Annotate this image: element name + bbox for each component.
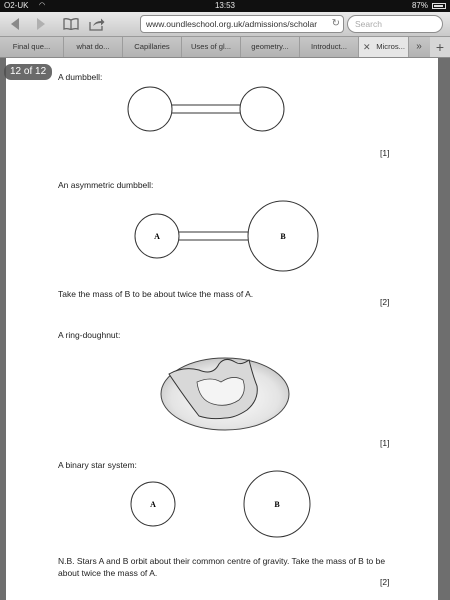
browser-toolbar <box>0 12 450 37</box>
tab-what-do[interactable]: what do... <box>64 37 123 57</box>
status-bar <box>0 0 450 12</box>
clock: 13:53 <box>214 1 236 10</box>
question-binary-star: A binary star system: <box>58 460 137 470</box>
tab-micros-label: Micros... <box>376 42 405 51</box>
note-centre-of-gravity-1: N.B. Stars A and B orbit about their common centre of gravity. Take the mass of B to be <box>58 556 386 566</box>
share-icon[interactable] <box>86 14 108 34</box>
marks-q1: [1] <box>380 148 390 158</box>
tab-introduct[interactable]: Introduct... <box>300 37 359 57</box>
battery-percent: 87% <box>411 1 428 10</box>
wifi-icon: ◠ <box>39 2 46 9</box>
tab-geometry[interactable]: geometry... <box>241 37 300 57</box>
marks-q2: [2] <box>380 297 390 307</box>
binary-star-diagram <box>128 470 318 540</box>
question-asymmetric-dumbbell: An asymmetric dumbbell: <box>58 180 154 190</box>
url-text: www.oundleschool.org.uk/admissions/scholar <box>146 19 318 29</box>
tab-uses-of-gl[interactable]: Uses of gl... <box>182 37 241 57</box>
battery-icon <box>432 3 446 9</box>
marks-q3: [1] <box>380 438 390 448</box>
star-label-b: B <box>274 500 280 509</box>
tab-micros-active[interactable] <box>359 37 409 57</box>
close-tab-icon[interactable]: ✕ <box>363 42 371 52</box>
page-counter: 12 of 12 <box>4 64 52 80</box>
dumbbell-diagram <box>120 84 290 134</box>
ring-doughnut-diagram <box>155 352 295 434</box>
carrier-name: O2-UK <box>4 1 29 10</box>
search-input[interactable]: Search <box>347 15 443 33</box>
more-tabs-icon[interactable]: » <box>416 41 422 52</box>
star-label-a: A <box>150 500 156 509</box>
new-tab-button[interactable]: + <box>430 37 450 57</box>
question-dumbbell: A dumbbell: <box>58 72 103 82</box>
note-centre-of-gravity-2: about twice the mass of A. <box>58 568 158 578</box>
reload-icon[interactable]: ↻ <box>331 18 340 29</box>
asymmetric-dumbbell-diagram <box>130 198 330 274</box>
address-bar[interactable] <box>140 15 344 33</box>
back-icon[interactable] <box>4 14 26 34</box>
note-mass-ratio: Take the mass of B to be about twice the mass of A. <box>58 289 254 299</box>
forward-icon[interactable] <box>30 14 52 34</box>
tab-capillaries[interactable]: Capillaries <box>123 37 182 57</box>
tab-bar <box>0 37 450 58</box>
label-b: B <box>280 232 286 241</box>
tab-final-questions[interactable]: Final que... <box>0 37 64 57</box>
label-a: A <box>154 232 160 241</box>
question-ring-doughnut: A ring-doughnut: <box>58 330 121 340</box>
marks-q4: [2] <box>380 577 390 587</box>
bookmarks-icon[interactable] <box>60 14 82 34</box>
